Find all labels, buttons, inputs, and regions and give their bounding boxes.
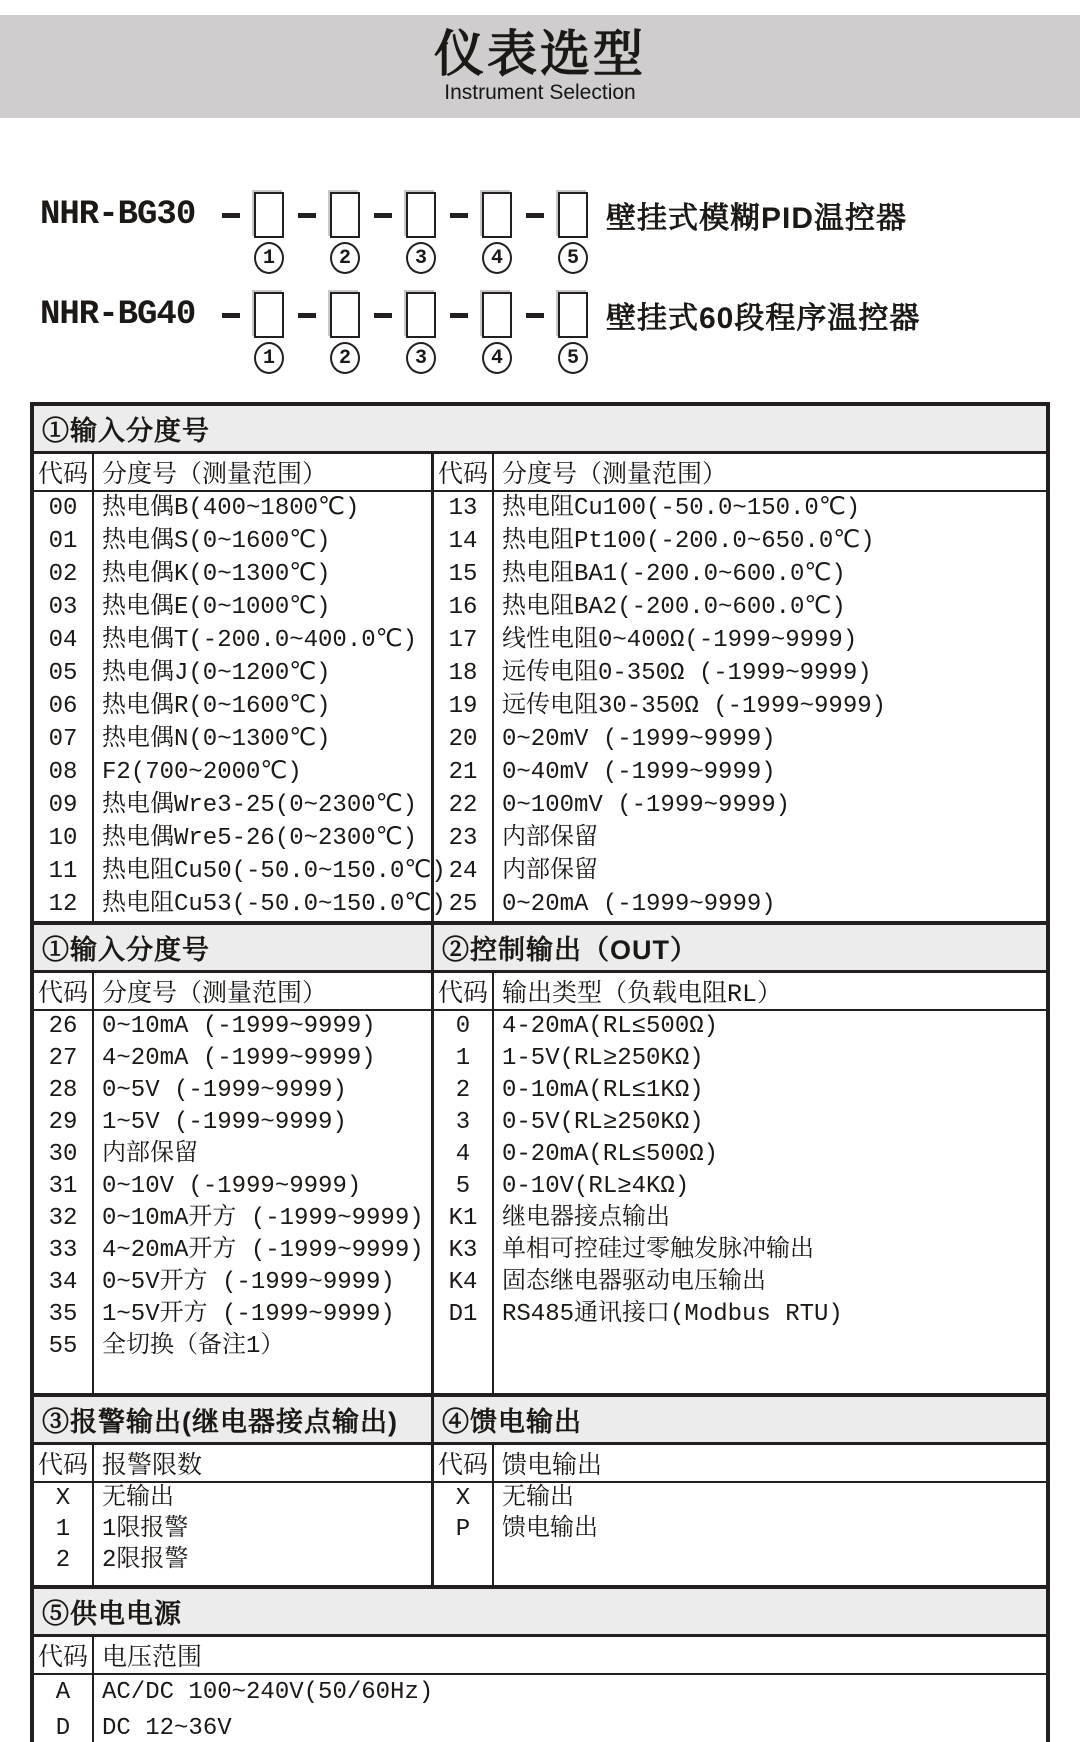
row-code: 5 (455, 1173, 471, 1200)
row-value: 0-5V(RL≥250KΩ) (502, 1109, 704, 1136)
model-description: 壁挂式模糊PID温控器 (606, 202, 908, 235)
row-code: 04 (48, 627, 78, 654)
row-code: K1 (448, 1205, 478, 1232)
model-ordering-section (0, 190, 1080, 376)
position-marker-2: 2 (330, 242, 360, 274)
value-column-header: 分度号（测量范围） (502, 461, 728, 490)
row-value: 0~10V (-1999~9999) (102, 1173, 362, 1200)
position-marker-3: 3 (406, 242, 436, 274)
value-column (94, 1675, 1046, 1742)
selection-tables (30, 402, 1050, 1742)
row-code: 18 (448, 660, 478, 687)
row-code: 4 (455, 1141, 471, 1168)
row-code: 27 (48, 1045, 78, 1072)
row-value: 0~10mA开方 (-1999~9999) (102, 1205, 424, 1232)
position-marker-4: 4 (482, 242, 512, 274)
row-value: 热电阻Cu53(-50.0~150.0℃) (102, 891, 446, 918)
row-code: 11 (48, 858, 78, 885)
row-value: 热电阻Cu50(-50.0~150.0℃) (102, 858, 446, 885)
row-code: X (455, 1485, 471, 1512)
model-line-bg40 (40, 290, 1080, 376)
row-value: AC/DC 100~240V(50/60Hz) (102, 1679, 434, 1706)
row-value: 1~5V (-1999~9999) (102, 1109, 347, 1136)
row-code: 16 (448, 594, 478, 621)
subtable-input-cont (34, 973, 434, 1393)
section-title-bar (34, 1589, 1046, 1637)
row-value: 0-20mA(RL≤500Ω) (502, 1141, 719, 1168)
value-column (94, 1483, 431, 1585)
value-column (494, 1011, 1046, 1393)
model-code-slot-5 (558, 192, 588, 238)
code-column (434, 492, 494, 921)
row-code: 2 (55, 1547, 71, 1574)
dash (512, 313, 558, 318)
model-code-slot-1 (254, 292, 284, 338)
value-column (494, 1483, 1046, 1585)
page-banner (0, 15, 1080, 118)
row-value: 0~10mA (-1999~9999) (102, 1013, 376, 1040)
row-value: 固态继电器驱动电压输出 (502, 1269, 766, 1296)
section-body (34, 973, 1046, 1393)
row-code: 22 (448, 792, 478, 819)
model-code-slot-5 (558, 292, 588, 338)
table-rows (34, 1011, 431, 1393)
subtable-power-supply (34, 1637, 1046, 1742)
code-column-header: 代码 (434, 1445, 494, 1481)
subtable-control-output (434, 973, 1046, 1393)
row-code: 06 (48, 693, 78, 720)
row-value: 热电偶S(0~1600℃) (102, 528, 331, 555)
row-value: 内部保留 (102, 1141, 198, 1168)
position-marker-1: 1 (254, 342, 284, 374)
row-code: 29 (48, 1109, 78, 1136)
code-column (34, 1483, 94, 1585)
subtable-input-left (34, 454, 446, 921)
subtable-input-right (434, 454, 1046, 921)
section-title-bar (34, 1397, 1046, 1445)
position-marker-4: 4 (482, 342, 512, 374)
position-marker-5: 5 (558, 342, 588, 374)
position-marker-1: 1 (254, 242, 284, 274)
row-code: 15 (448, 561, 478, 588)
code-column-header: 代码 (34, 973, 94, 1009)
code-column-header: 代码 (34, 454, 94, 490)
dash (436, 313, 482, 318)
row-code: A (55, 1679, 71, 1706)
model-line-bg30 (40, 190, 1080, 276)
row-code: 31 (48, 1173, 78, 1200)
row-code: 13 (448, 495, 478, 522)
row-code: P (455, 1516, 471, 1543)
dash (512, 213, 558, 218)
row-value: 热电阻Pt100(-200.0~650.0℃) (502, 528, 875, 555)
model-code-slot-4 (482, 192, 512, 238)
row-value: 热电阻BA1(-200.0~600.0℃) (502, 561, 846, 588)
section-title-left: ③报警输出(继电器接点输出) (34, 1397, 434, 1442)
section-title: ①输入分度号 (42, 416, 210, 446)
section-alarm-and-feed-output (34, 1393, 1046, 1585)
row-code: X (55, 1485, 71, 1512)
dash (436, 213, 482, 218)
value-column-header: 馈电输出 (502, 1452, 603, 1481)
model-code-slot-1 (254, 192, 284, 238)
row-value: 热电偶B(400~1800℃) (102, 495, 360, 522)
table-rows (34, 1483, 431, 1585)
row-value: 0-10mA(RL≤1KΩ) (502, 1077, 704, 1104)
row-code: 09 (48, 792, 78, 819)
value-column-header: 输出类型（负载电阻RL） (502, 980, 783, 1009)
section-title-right: ④馈电输出 (442, 1407, 582, 1437)
row-value: 4~20mA开方 (-1999~9999) (102, 1237, 424, 1264)
row-value: RS485通讯接口(Modbus RTU) (502, 1301, 843, 1328)
row-code: 17 (448, 627, 478, 654)
model-code-slot-4 (482, 292, 512, 338)
row-code: 26 (48, 1013, 78, 1040)
row-code: 08 (48, 759, 78, 786)
row-value: 4~20mA (-1999~9999) (102, 1045, 376, 1072)
table-rows (434, 1011, 1046, 1393)
row-code: 12 (48, 891, 78, 918)
row-value: 热电偶E(0~1000℃) (102, 594, 331, 621)
table-header-row (434, 973, 1046, 1011)
value-column-header: 电压范围 (102, 1644, 203, 1673)
dash (208, 213, 254, 218)
row-value: 热电偶Wre5-26(0~2300℃) (102, 825, 417, 852)
section-input-division (34, 406, 1046, 921)
row-value: 4-20mA(RL≤500Ω) (502, 1013, 719, 1040)
row-value: 热电阻Cu100(-50.0~150.0℃) (502, 495, 861, 522)
section-title-bar (34, 925, 1046, 973)
value-column (94, 492, 446, 921)
row-value: 热电偶R(0~1600℃) (102, 693, 331, 720)
section-input-and-control-output (34, 921, 1046, 1393)
value-column (494, 492, 1046, 921)
section-title-right: ②控制输出（OUT） (442, 935, 698, 965)
model-row (40, 190, 1080, 240)
row-code: 24 (448, 858, 478, 885)
code-column-header: 代码 (434, 973, 494, 1009)
table-rows (434, 1483, 1046, 1585)
row-value: 远传电阻0-350Ω (-1999~9999) (502, 660, 872, 687)
code-column-header: 代码 (434, 454, 494, 490)
row-code: D1 (448, 1301, 478, 1328)
row-code: 35 (48, 1301, 78, 1328)
section-body (34, 1637, 1046, 1742)
table-header-row (434, 454, 1046, 492)
row-code: 21 (448, 759, 478, 786)
row-code: 02 (48, 561, 78, 588)
row-value: 全切换（备注1） (102, 1333, 285, 1360)
model-description: 壁挂式60段程序温控器 (606, 302, 921, 335)
row-value: 1限报警 (102, 1516, 189, 1543)
row-value: 0~40mV (-1999~9999) (502, 759, 776, 786)
section-power-supply (34, 1585, 1046, 1742)
code-column (34, 492, 94, 921)
code-column (434, 1483, 494, 1585)
row-code: 14 (448, 528, 478, 555)
row-code: 3 (455, 1109, 471, 1136)
position-marker-3: 3 (406, 342, 436, 374)
row-code: 07 (48, 726, 78, 753)
dash (284, 313, 330, 318)
row-value: 热电偶J(0~1200℃) (102, 660, 331, 687)
row-code: 1 (455, 1045, 471, 1072)
row-value: 0~5V开方 (-1999~9999) (102, 1269, 395, 1296)
row-value: 单相可控硅过零触发脉冲输出 (502, 1237, 814, 1264)
code-column-header: 代码 (34, 1445, 94, 1481)
model-code-slot-3 (406, 292, 436, 338)
row-code: 33 (48, 1237, 78, 1264)
row-code: 19 (448, 693, 478, 720)
row-value: 热电偶K(0~1300℃) (102, 561, 331, 588)
row-code: 01 (48, 528, 78, 555)
code-column-header: 代码 (34, 1637, 94, 1673)
row-code: 0 (455, 1013, 471, 1040)
row-code: 03 (48, 594, 78, 621)
row-code: 30 (48, 1141, 78, 1168)
dash (360, 313, 406, 318)
dash (284, 213, 330, 218)
row-value: 1-5V(RL≥250KΩ) (502, 1045, 704, 1072)
row-value: 内部保留 (502, 825, 598, 852)
row-value: F2(700~2000℃) (102, 759, 302, 786)
model-name: NHR-BG30 (40, 196, 196, 234)
row-code: D (55, 1715, 71, 1742)
row-value: 0~100mV (-1999~9999) (502, 792, 791, 819)
row-code: 1 (55, 1516, 71, 1543)
row-value: 远传电阻30-350Ω (-1999~9999) (502, 693, 887, 720)
row-value: 无输出 (502, 1485, 574, 1512)
model-code-slot-2 (330, 192, 360, 238)
table-rows (34, 492, 446, 921)
code-column (34, 1011, 94, 1393)
table-header-row (34, 973, 431, 1011)
model-code-slot-3 (406, 192, 436, 238)
value-column (94, 1011, 431, 1393)
row-value: DC 12~36V (102, 1715, 232, 1742)
table-rows (434, 492, 1046, 921)
row-value: 1~5V开方 (-1999~9999) (102, 1301, 395, 1328)
position-markers (254, 342, 1080, 376)
page-subtitle: Instrument Selection (444, 81, 636, 105)
row-value: 馈电输出 (502, 1516, 598, 1543)
row-code: 28 (48, 1077, 78, 1104)
section-body (34, 454, 1046, 921)
row-value: 线性电阻0~400Ω(-1999~9999) (502, 627, 858, 654)
row-code: 10 (48, 825, 78, 852)
row-value: 无输出 (102, 1485, 174, 1512)
row-value: 2限报警 (102, 1547, 189, 1574)
row-code: 55 (48, 1333, 78, 1360)
row-value: 0~5V (-1999~9999) (102, 1077, 347, 1104)
table-header-row (34, 454, 431, 492)
model-name: NHR-BG40 (40, 296, 196, 334)
value-column-header: 报警限数 (102, 1452, 203, 1481)
row-code: K3 (448, 1237, 478, 1264)
model-row (40, 290, 1080, 340)
row-code: 20 (448, 726, 478, 753)
code-column (434, 1011, 494, 1393)
row-code: K4 (448, 1269, 478, 1296)
page-title: 仪表选型 (434, 25, 646, 82)
position-marker-2: 2 (330, 342, 360, 374)
model-code-slot-2 (330, 292, 360, 338)
row-code: 34 (48, 1269, 78, 1296)
row-code: 23 (448, 825, 478, 852)
row-value: 热电偶Wre3-25(0~2300℃) (102, 792, 417, 819)
row-value: 0~20mA (-1999~9999) (502, 891, 776, 918)
value-column-header: 分度号（测量范围） (102, 461, 328, 490)
section-body (34, 1445, 1046, 1585)
dash (360, 213, 406, 218)
row-code: 00 (48, 495, 78, 522)
row-value: 热电偶T(-200.0~400.0℃) (102, 627, 417, 654)
table-header-row (34, 1637, 1046, 1675)
table-rows (34, 1675, 1046, 1742)
row-value: 热电阻BA2(-200.0~600.0℃) (502, 594, 846, 621)
row-code: 25 (448, 891, 478, 918)
row-value: 0-10V(RL≥4KΩ) (502, 1173, 690, 1200)
dash (208, 313, 254, 318)
subtable-alarm-output (34, 1445, 434, 1585)
table-header-row (434, 1445, 1046, 1483)
row-code: 32 (48, 1205, 78, 1232)
value-column-header: 分度号（测量范围） (102, 980, 328, 1009)
row-code: 05 (48, 660, 78, 687)
subtable-feed-output (434, 1445, 1046, 1585)
row-value: 继电器接点输出 (502, 1205, 670, 1232)
section-title-left: ①输入分度号 (34, 925, 434, 970)
row-value: 热电偶N(0~1300℃) (102, 726, 331, 753)
code-column (34, 1675, 94, 1742)
row-code: 2 (455, 1077, 471, 1104)
section-title: ⑤供电电源 (42, 1599, 182, 1629)
section-title-bar (34, 406, 1046, 454)
table-header-row (34, 1445, 431, 1483)
row-value: 0~20mV (-1999~9999) (502, 726, 776, 753)
position-marker-5: 5 (558, 242, 588, 274)
row-value: 内部保留 (502, 858, 598, 885)
position-markers (254, 242, 1080, 276)
